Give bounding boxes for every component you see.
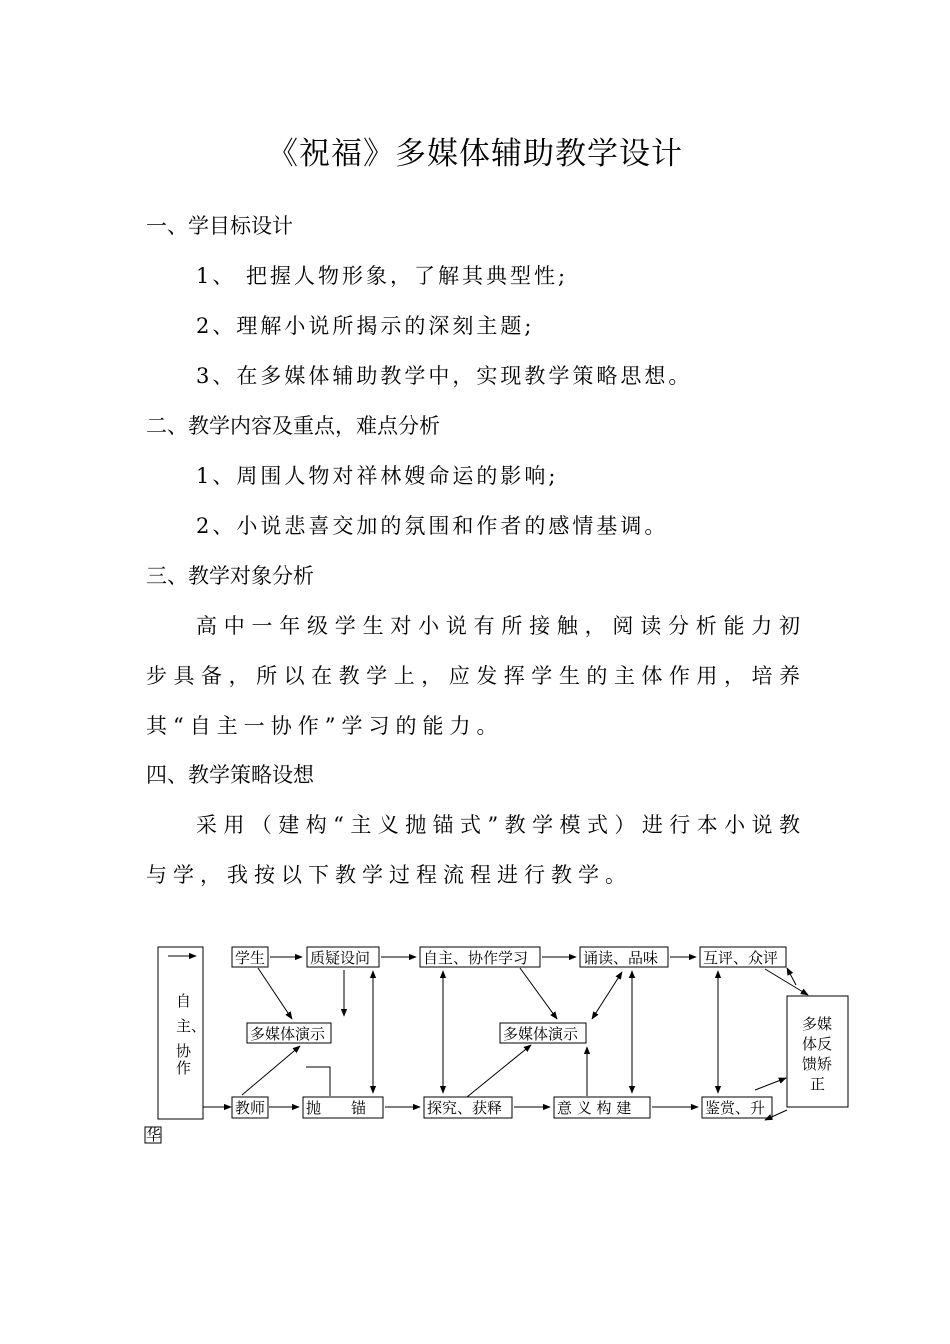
arrow-appreciate-feedback: [755, 1078, 786, 1090]
feedback-line-3: 馈矫: [802, 1055, 833, 1073]
arrow-self-demo: [520, 968, 557, 1019]
line-anchor-demo: [306, 1067, 330, 1096]
self-collab-char-4: 作: [176, 1059, 192, 1077]
multimedia-demo-label-right: 多媒体演示: [503, 1025, 579, 1043]
goal-item-1: 1、 把握人物形象，了解其典型性;: [196, 264, 569, 288]
arrow-explore-demo: [467, 1045, 531, 1097]
self-collab-char-3: 协: [176, 1042, 192, 1060]
self-collab-char-1: 自: [176, 992, 192, 1010]
section-heading-goals: 一、学目标设计: [146, 214, 293, 238]
question-label: 质疑设问: [310, 949, 371, 967]
content-item-2: 2、小说悲喜交加的氛围和作者的感情基调。: [196, 514, 669, 538]
meaning-label: 意 义 构 建: [557, 1099, 632, 1117]
feedback-line-1: 多媒: [802, 1015, 833, 1033]
self-collab-char-2: 主、: [176, 1017, 207, 1035]
multimedia-demo-label-left: 多媒体演示: [250, 1025, 326, 1043]
document-title: 《祝福》多媒体辅助教学设计: [267, 136, 683, 172]
goal-item-3: 3、在多媒体辅助教学中，实现教学策略思想。: [196, 364, 693, 388]
feedback-line-2: 体反: [802, 1035, 833, 1053]
peer-review-label: 互评、众评: [703, 949, 779, 967]
self-learning-label: 自主、协作学习: [423, 949, 529, 967]
content-item-1: 1、周围人物对祥林嫂命运的影响;: [196, 464, 559, 488]
overflow-char: 华: [146, 1126, 162, 1144]
explore-label: 探究、获释: [427, 1099, 503, 1117]
reading-label: 诵读、品味: [583, 949, 659, 967]
feedback-line-4: 正: [810, 1075, 826, 1093]
arrow-demo-reading: [592, 972, 622, 1019]
audience-paragraph: 高中一年级学生对小说有所接触，阅读分析能力初步具备，所以在教学上，应发挥学生的主体作用，培养其“自主一协作”学习的能力。: [146, 614, 806, 738]
appreciate-label: 鉴赏、升: [705, 1099, 766, 1117]
arrow-review-feedback: [765, 969, 808, 995]
goal-item-2: 2、理解小说所揭示的深刻主题;: [196, 314, 535, 338]
strategy-paragraph: 采用（建构“主义抛锚式”教学模式）进行本小说教与学，我按以下教学过程流程进行教学。: [146, 813, 806, 887]
anchor-label: 抛 锚: [306, 1099, 367, 1117]
arrow-teacher-demo: [242, 1046, 300, 1095]
section-heading-audience: 三、教学对象分析: [146, 564, 314, 588]
arrow-student-demo: [258, 968, 292, 1019]
section-heading-content: 二、教学内容及重点，难点分析: [146, 414, 440, 438]
student-label: 学生: [235, 949, 266, 967]
arrow-feedback-appreciate: [765, 1110, 787, 1120]
section-heading-strategy: 四、教学策略设想: [146, 763, 314, 787]
arrow-feedback-review: [787, 968, 796, 985]
teacher-label: 教师: [235, 1099, 266, 1117]
